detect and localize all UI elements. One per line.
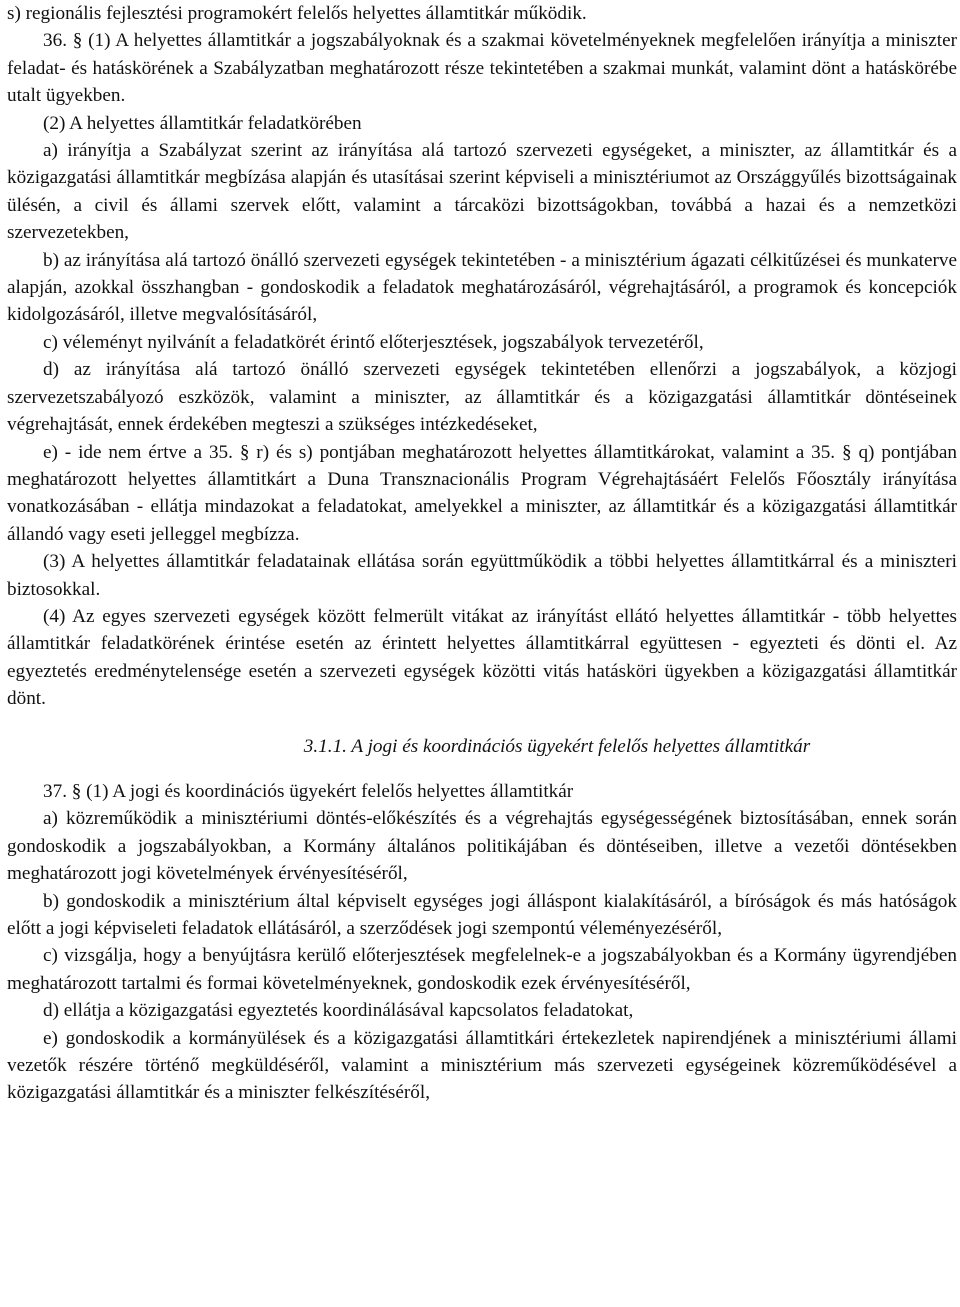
paragraph-36-2: (2) A helyettes államtitkár feladatkörében [43, 112, 362, 134]
paragraph-36-2-d: d) az irányítása alá tartozó önálló szervezeti egységek tekintetében ellenőrzi a jogszabályok, a közjogi szervezetszabályozó eszközök, valamint a miniszter, az államtitkár és a közigazgatási államtitkár döntéseinek végrehajtását, ennek érdekében megteszi a szükséges intézkedéseket, [7, 359, 957, 436]
paragraph-37-1-e: e) gondoskodik a kormányülések és a közigazgatási államtitkári értekezletek napirendjének a minisztériumi állami vezetők részére történő megküldéséről, valamint a minisztérium más szervezeti egységeinek közreműködésével a közigazgatási államtitkár és a miniszter felkészítéséről, [7, 1027, 957, 1104]
paragraph-37-1: 37. § (1) A jogi és koordinációs ügyekért felelős helyettes államtitkár [43, 780, 574, 802]
section-heading: 3.1.1. A jogi és koordinációs ügyekért felelős helyettes államtitkár [303, 735, 811, 757]
paragraph-37-1-d: d) ellátja a közigazgatási egyeztetés koordinálásával kapcsolatos feladatokat, [43, 1000, 634, 1022]
paragraph-36-2-c: c) véleményt nyilvánít a feladatkörét érintő előterjesztések, jogszabályok tervezetéről, [43, 331, 704, 353]
paragraph-36-4: (4) Az egyes szervezeti egységek között felmerült vitákat az irányítást ellátó helyettes államtitkár - több helyettes államtitkár feladatkörének érintése esetén az érintett helyettes államtitkárral együttesen - egyezteti és dönti el. Az egyeztetés eredménytelensége esetén a szervezeti egységek közötti vitás hatásköri ügyekben a közigazgatási államtitkár dönt. [7, 605, 957, 710]
document-page [7, 0, 957, 1107]
paragraph-37-1-b: b) gondoskodik a minisztérium által képviselt egységes jogi álláspont kialakításáról, a bíróságok és más hatóságok előtt a jogi képviseleti feladatok ellátásáról, a szerződések jogi szempontú véleményezéséről, [7, 890, 957, 939]
paragraph-36-2-b: b) az irányítása alá tartozó önálló szervezeti egységek tekintetében - a minisztérium ágazati célkitűzései és munkaterve alapján, azokkal összhangban - gondoskodik a feladatok meghatározásáról, végrehajtásáról, a programok és koncepciók kidolgozásáról, illetve megvalósításáról, [7, 249, 957, 326]
paragraph-36-3: (3) A helyettes államtitkár feladatainak ellátása során együttműködik a többi helyettes államtitkárral és a miniszteri biztosokkal. [7, 551, 957, 600]
paragraph-37-1-a: a) közreműködik a minisztériumi döntés-előkészítés és a végrehajtás egységességének biztosításában, ennek során gondoskodik a jogszabályokban, a Kormány általános politikájában és döntéseiben, illetve a vezetői döntésekben meghatározott jogi követelmények érvényesítéséről, [7, 808, 957, 885]
paragraph-36-2-e: e) - ide nem értve a 35. § r) és s) pontjában meghatározott helyettes államtitkárokat, valamint a 35. § q) pontjában meghatározott helyettes államtitkárt a Duna Transznacionális Program Végrehajtásáért Felelős Főosztály irányítása vonatkozásában - ellátja mindazokat a feladatokat, amelyekkel a miniszter, az államtitkár és a közigazgatási államtitkár állandó vagy eseti jelleggel megbízza. [7, 441, 957, 545]
paragraph-36-2-a: a) irányítja a Szabályzat szerint az irányítása alá tartozó szervezeti egységeket, a miniszter, az államtitkár és a közigazgatási államtitkár megbízása alapján és utasításai szerint képviseli a minisztériumot az Országgyűlés bizottságainak ülésén, a civil és állami szervek előtt, valamint a tárcaközi bizottságokban, továbbá a hazai és a nemzetközi szervezetekben, [7, 140, 957, 244]
paragraph-36-1: 36. § (1) A helyettes államtitkár a jogszabályoknak és a szakmai követelményeknek megfelelően irányítja a miniszter feladat- és hatáskörének a Szabályzatban meghatározott része tekintetében a szakmai munkát, valamint dönt a hatáskörébe utalt ügyekben. [7, 30, 957, 107]
paragraph-37-1-c: c) vizsgálja, hogy a benyújtásra kerülő előterjesztések megfelelnek-e a jogszabályokban és a Kormány ügyrendjében meghatározott tartalmi és formai követelményeknek, gondoskodik ezek érvényesítéséről, [7, 945, 957, 994]
paragraph-s-item: s) regionális fejlesztési programokért felelős helyettes államtitkár működik. [7, 3, 587, 24]
